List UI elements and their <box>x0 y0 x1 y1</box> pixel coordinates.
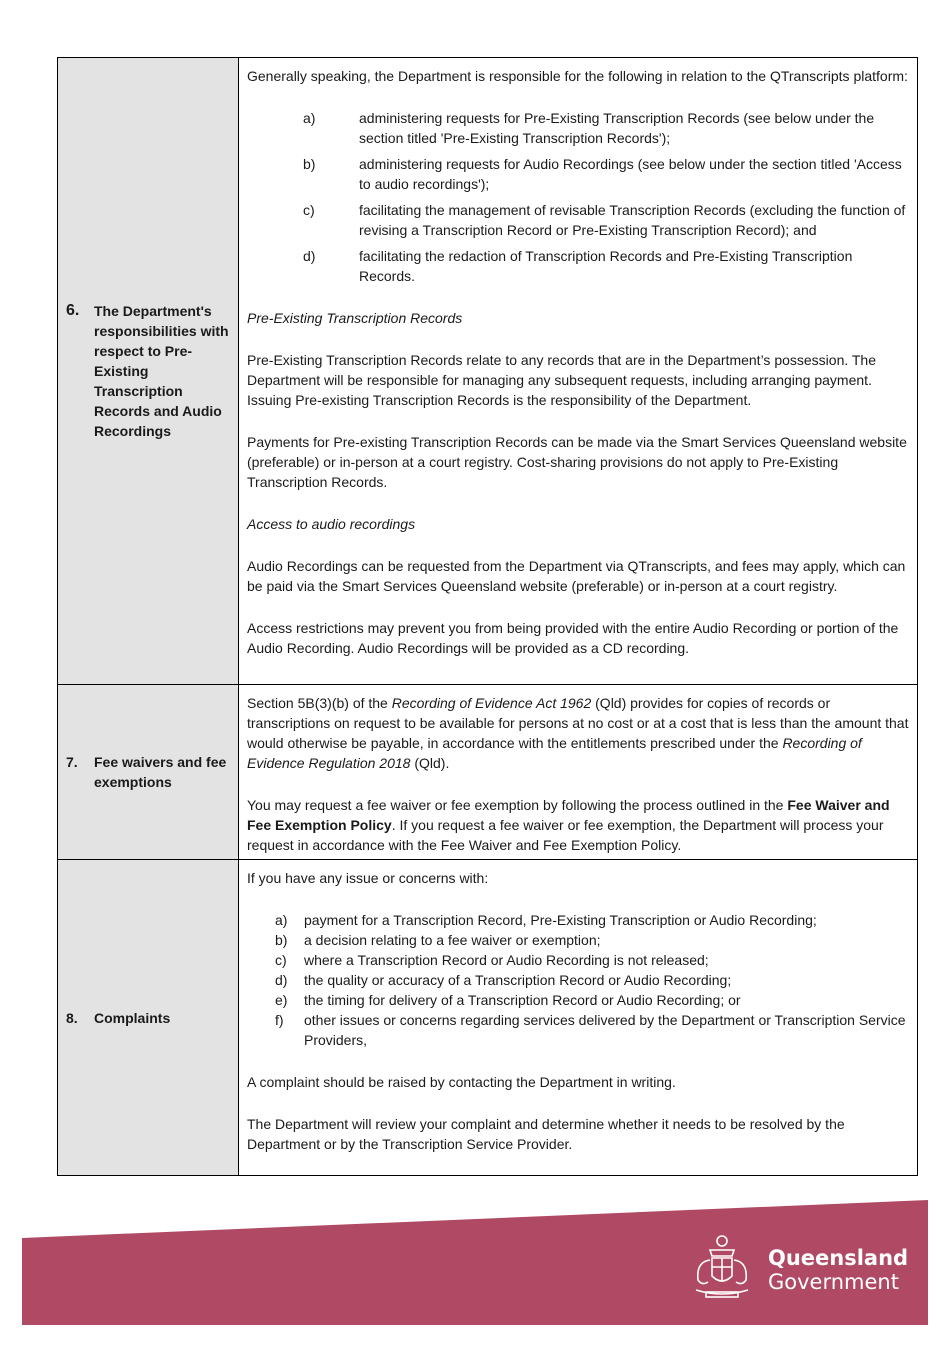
subheading-pre-existing: Pre-Existing Transcription Records <box>247 310 463 326</box>
policy-name: Fee Waiver and Fee Exemption Policy <box>247 797 890 833</box>
row-label-cell <box>58 860 239 1176</box>
table-row <box>58 58 918 685</box>
paragraph: Audio Recordings can be requested from the Department via QTranscripts, and fees may apply, which can be paid via the Smart Services Queensland website (preferable) or in-person at a court registry. <box>247 558 906 594</box>
complaints-list <box>247 910 909 1050</box>
list-marker: a) <box>275 912 288 928</box>
list-item <box>247 910 909 930</box>
list-text: administering requests for Pre-Existing Transcription Records (see below under the section titled 'Pre-Existing Transcription Records'); <box>359 110 875 146</box>
list-item <box>247 246 909 286</box>
list-text: where a Transcription Record or Audio Recording is not released; <box>304 952 709 968</box>
list-text: administering requests for Audio Recordings (see below under the section titled 'Access to audio recordings'); <box>359 156 902 192</box>
list-item <box>247 108 909 148</box>
logo-line-2: Government <box>768 1270 899 1294</box>
row-label-cell <box>58 58 239 685</box>
list-text: a decision relating to a fee waiver or exemption; <box>304 932 601 948</box>
row-number: 8. <box>66 1009 78 1026</box>
intro-paragraph: Generally speaking, the Department is responsible for the following in relation to the QTranscripts platform: <box>247 68 908 84</box>
row-content-cell <box>239 860 918 1176</box>
table-row <box>58 685 918 860</box>
list-text: facilitating the management of revisable Transcription Records (excluding the function of revising a Transcription Record or Pre-Existing Transcription Record); and <box>359 202 906 238</box>
coat-of-arms-icon <box>688 1232 756 1304</box>
paragraph: You may request a fee waiver or fee exemption by following the process outlined in the Fee Waiver and Fee Exemption Policy. If you request a fee waiver or fee exemption, the Department will process your request in accordance with the Fee Waiver and Fee Exemption Policy. <box>247 797 890 853</box>
paragraph: Payments for Pre-existing Transcription Records can be made via the Smart Services Queensland website (preferable) or in-person at a court registry. Cost-sharing provisions do not apply to Pre-Existing Transcription Records. <box>247 434 907 490</box>
list-marker: c) <box>303 202 315 218</box>
responsibilities-list <box>247 108 909 286</box>
list-item <box>247 990 909 1010</box>
row-number: 7. <box>66 754 78 770</box>
paragraph: A complaint should be raised by contacting the Department in writing. <box>247 1074 676 1090</box>
list-text: the quality or accuracy of a Transcription Record or Audio Recording; <box>304 972 732 988</box>
list-marker: e) <box>275 992 288 1008</box>
subheading-audio: Access to audio recordings <box>247 516 416 532</box>
list-marker: c) <box>275 952 287 968</box>
list-text: payment for a Transcription Record, Pre-Existing Transcription or Audio Recording; <box>304 912 817 928</box>
intro-paragraph: If you have any issue or concerns with: <box>247 870 489 886</box>
row-number: 6. <box>66 302 80 319</box>
list-item <box>247 970 909 990</box>
paragraph: Pre-Existing Transcription Records relate to any records that are in the Department’s possession. The Department will be responsible for managing any subsequent requests, including arranging payment. Issuing Pre-existing Transcription Records is the responsibility of the Department. <box>247 352 877 408</box>
list-item <box>247 154 909 194</box>
queensland-government-logo <box>688 1232 908 1304</box>
list-marker: f) <box>275 1012 284 1028</box>
information-table <box>57 57 918 1176</box>
list-item <box>247 930 909 950</box>
logo-wordmark <box>768 1246 908 1294</box>
list-marker: a) <box>303 110 316 126</box>
row-label-cell <box>58 685 239 860</box>
list-marker: d) <box>303 248 316 264</box>
table-row <box>58 860 918 1176</box>
row-heading: Fee waivers and fee exemptions <box>94 754 227 790</box>
row-content-cell <box>239 58 918 685</box>
row-heading: The Department's responsibilities with respect to Pre-Existing Transcription Records and Audio Recordings <box>94 303 229 439</box>
list-item <box>247 1010 909 1050</box>
row-content-cell <box>239 685 918 860</box>
paragraph: The Department will review your complaint and determine whether it needs to be resolved by the Department or by the Transcription Service Provider. <box>247 1116 845 1152</box>
list-text: facilitating the redaction of Transcription Records and Pre-Existing Transcription Records. <box>359 248 853 284</box>
paragraph: Section 5B(3)(b) of the Recording of Evidence Act 1962 (Qld) provides for copies of records or transcriptions on request to be available for persons at no cost or at a cost that is less than the amount that would otherwise be payable, in accordance with the entitlements prescribed under the Recording of Evidence Regulation 2018 (Qld). <box>247 695 909 771</box>
list-marker: d) <box>275 972 288 988</box>
paragraph: Access restrictions may prevent you from being provided with the entire Audio Recording or portion of the Audio Recording. Audio Recordings will be provided as a CD recording. <box>247 620 899 656</box>
list-marker: b) <box>303 156 316 172</box>
list-marker: b) <box>275 932 288 948</box>
row-heading: Complaints <box>94 1009 171 1026</box>
list-text: other issues or concerns regarding services delivered by the Department or Transcription Service Providers, <box>304 1012 906 1048</box>
list-item <box>247 950 909 970</box>
logo-line-1: Queensland <box>768 1246 909 1270</box>
list-text: the timing for delivery of a Transcription Record or Audio Recording; or <box>304 992 741 1008</box>
list-item <box>247 200 909 240</box>
